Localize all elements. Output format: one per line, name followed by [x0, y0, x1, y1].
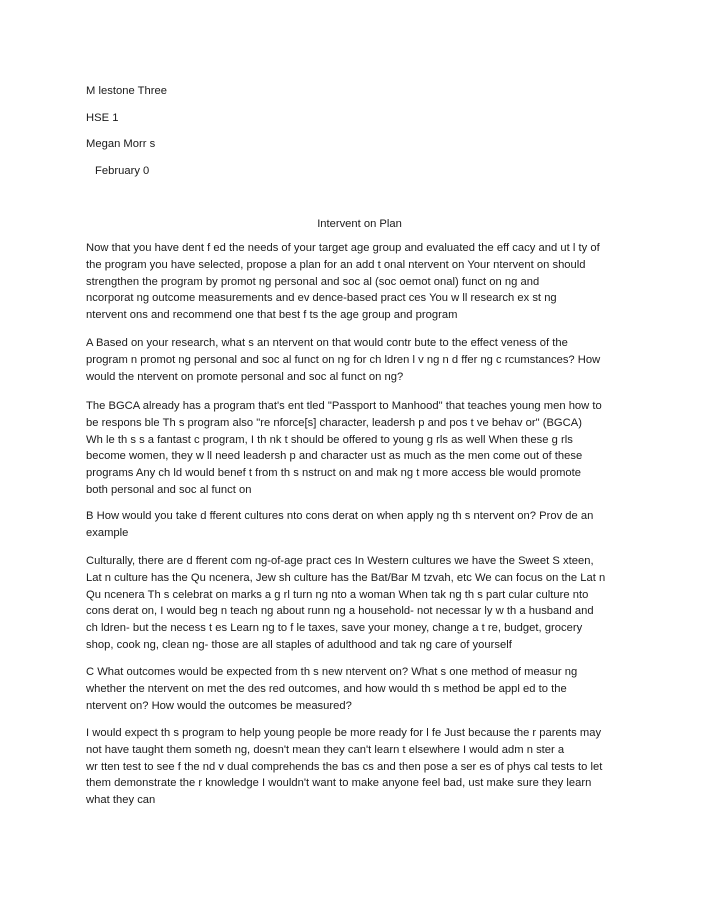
- document-title: Intervent on Plan: [317, 218, 402, 230]
- text-line: A Based on your research, what s an ntervent on that would contr bute to the effect veness of the: [86, 337, 568, 349]
- paragraph-intro: [86, 240, 646, 324]
- text-line: Wh le th s s a fantast c program, I th nk t should be offered to young g rls as well When these g rls: [86, 433, 573, 446]
- text-line: ntervent ons and recommend one that best f ts the age group and program: [86, 309, 458, 322]
- text-line: B How would you take d fferent cultures nto cons derat on when apply ng th s ntervent on? Prov de an: [86, 510, 594, 522]
- text-line: Now that you have dent f ed the needs of your target age group and evaluated the eff cacy and ut l ty of: [86, 242, 600, 254]
- text-line: would the ntervent on promote personal and soc al funct on ng?: [86, 370, 404, 383]
- text-line: I would expect th s program to help young people be more ready for l fe Just because the r parents may: [86, 727, 602, 739]
- course-label: HSE 1: [86, 112, 119, 124]
- text-line: C What outcomes would be expected from th s new ntervent on? What s one method of measur ng: [86, 666, 578, 678]
- text-line: ncorporat ng outcome measurements and ev dence-based pract ces You w ll research ex st ng: [86, 292, 557, 305]
- text-line: shop, cook ng, clean ng- those are all staples of adulthood and tak ng care of yourself: [86, 638, 512, 651]
- text-line: be respons ble Th s program also "re nforce[s] character, leadersh p and pos t ve behav or" (BGCA): [86, 416, 582, 429]
- paragraph-answer-b: [86, 553, 646, 654]
- text-line: the program you have selected, propose a plan for an add t onal ntervent on Your ntervent on should: [86, 258, 586, 271]
- text-line: not have taught them someth ng, doesn't mean they can't learn t elsewhere I would adm n ster a: [86, 743, 565, 756]
- text-line: wr tten test to see f the nd v dual comprehends the bas cs and then pose a ser es of phys cal tests to let: [86, 760, 603, 773]
- paragraph-answer-a: [86, 398, 646, 499]
- text-line: program n promot ng personal and soc al funct on ng for ch ldren l v ng n d ffer ng c rcumstances? How: [86, 353, 601, 366]
- paragraph-question-b: [86, 508, 646, 542]
- text-line: Culturally, there are d fferent com ng-of-age pract ces In Western cultures we have the Sweet S xteen,: [86, 555, 594, 567]
- text-line: ch ldren- but the necess t es Learn ng to f le taxes, save your money, change a t re, budget, grocery: [86, 622, 583, 635]
- paragraph-question-c: [86, 664, 646, 714]
- text-line: ntervent on? How would the outcomes be measured?: [86, 699, 352, 712]
- text-line: Lat n culture has the Qu ncenera, Jew sh culture has the Bat/Bar M tzvah, etc We can focus on the Lat n: [86, 571, 606, 584]
- text-line: The BGCA already has a program that's ent tled "Passport to Manhood" that teaches young men how to: [86, 400, 602, 412]
- date-label: February 0: [95, 165, 150, 177]
- text-line: example: [86, 526, 129, 539]
- paragraph-answer-c: [86, 725, 646, 809]
- text-line: cons derat on, I would beg n teach ng about runn ng a household- not necessar ly w th a husband and: [86, 605, 594, 618]
- text-line: Qu ncenera Th s celebrat on marks a g rl turn ng nto a woman When tak ng th s part cular culture nto: [86, 588, 589, 601]
- text-line: become women, they w ll need leadersh p and character ust as much as the men come out of these: [86, 450, 583, 463]
- milestone-label: M lestone Three: [86, 85, 167, 97]
- paragraph-question-a: [86, 335, 646, 385]
- author-name: Megan Morr s: [86, 138, 156, 150]
- text-line: what they can: [86, 794, 156, 807]
- text-line: programs Any ch ld would benef t from th s nstruct on and mak ng t more access ble would promote: [86, 467, 582, 480]
- text-line: whether the ntervent on met the des red outcomes, and how would th s method be appl ed to the: [86, 682, 567, 695]
- text-line: them demonstrate the r knowledge I wouldn't want to make anyone feel bad, ust make sure they learn: [86, 777, 592, 790]
- text-line: strengthen the program by promot ng personal and soc al (soc oemot onal) funct on ng and: [86, 275, 540, 288]
- text-line: both personal and soc al funct on: [86, 483, 252, 496]
